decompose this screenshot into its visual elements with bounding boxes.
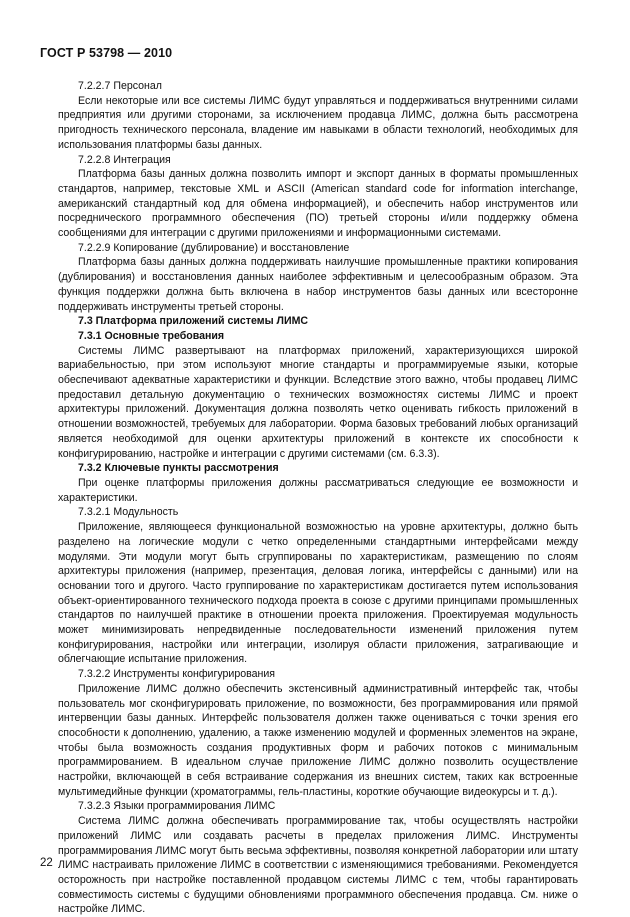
paragraph: 7.3.2.3 Языки программирования ЛИМС (78, 800, 276, 813)
section-heading: 7.3.1 Основные требования (78, 329, 225, 342)
paragraph: Приложение, являющееся функциональной возможностью на уровне архитектуры, должно быть разделено на логические модули с четко определенными стандартными интерфейсами между модулями. Эти модули могут быть сгруппированы по характеристикам, размещению по слоям архитектуры приложения (например, презентация, деловая логика, интерфейсы с данными) или на основании того и другого. Часто группирование по характеристикам достигается путем использования объект-ориентированного технического подхода проекта в союзе с другими принципами промышленных стандартов по наилучшей практике в отношении проекта приложения. Проектируемая модульность может минимизировать непредвиденные последовательности изменений приложения путем конфигурирования, настройки или интеграции, изолируя области приложения, затрагивающие и облегчающие испытание приложения. (58, 521, 578, 666)
page-number: 22 (40, 857, 53, 869)
section-heading: 7.3.2 Ключевые пункты рассмотрения (78, 462, 279, 475)
paragraph: 7.3.2.2 Инструменты конфигурирования (78, 668, 276, 681)
paragraph: Приложение ЛИМС должно обеспечить экстенсивный административный интерфейс так, чтобы пользователь мог сконфигурировать приложение, по возможности, без программирования или прямой интервенции базы данных. Интерфейс пользователя должен также оцениваться с точки зрения его способности к дополнению, удалению, а также изменению модулей и форменных элементов на экране, чтобы была возможность создания продуктивных форм и рабочих потоков с минимальным программированием. В идеальном случае приложение ЛИМС должно позволить осуществление настройки, включающей в себя встраивание содержания из внешних систем, таких как встроенные мультимедийные функции (хроматограммы, гель-пластины, короткие обучающие видеокурсы и т. д.). (58, 682, 578, 798)
paragraph: 7.2.2.8 Интеграция (78, 153, 171, 166)
paragraph: Система ЛИМС должна обеспечивать программирование так, чтобы осуществлять настройки приложений ЛИМС или создавать расчеты в пределах приложения ЛИМС. Инструменты программирования ЛИМС могут быть весьма эффективны, позволяя конкретной лаборатории или штату ЛИМС настраивать приложение ЛИМС в соответствии с изменяющимися требованиями. Рекомендуется осторожность при настройке поставленной продавцом системы ЛИМС с тем, чтобы гарантировать совместимость системы с будущими обновлениями программного обеспечения продавца. См. ниже о настройке ЛИМС. (58, 815, 578, 916)
paragraph: При оценке платформы приложения должны рассматриваться следующие ее возможности и характеристики. (58, 476, 578, 504)
paragraph: Платформа базы данных должна поддерживать наилучшие промышленные практики копирования (дублирования) и восстановления данных наиболее эффективным и целесообразным образом. Эта функция поддержки должна быть включена в набор инструментов базы данных или всесторонне поддерживать инструменты третьей стороны. (58, 256, 578, 313)
paragraph: Платформа базы данных должна позволить импорт и экспорт данных в форматы промышленных стандартов, например, текстовые XML и ASCII (American standard code for information interchange, американский стандартный код для обмена информацией), и обеспечить набор инструментов или посреднического программного обеспечения (ПО) третьей стороны и/или поддержку обмена сообщениями для интеграции с другими приложениями и информационными системами. (58, 168, 578, 240)
paragraph: Если некоторые или все системы ЛИМС будут управляться и поддерживаться внутренними силами предприятия или другими сторонами, за исключением продавца ЛИМС, должна быть рассмотрена пригодность технического персонала, владение им навыками в области технологий, необходимых для использования платформы базы данных. (58, 94, 578, 151)
paragraph: 7.2.2.9 Копирование (дублирование) и восстановление (78, 241, 350, 254)
paragraph: 7.2.2.7 Персонал (78, 80, 162, 92)
section-heading: 7.3 Платформа приложений системы ЛИМС (78, 315, 309, 328)
document-body (58, 79, 578, 917)
paragraph: Системы ЛИМС развертывают на платформах приложений, характеризующихся широкой вариабельностью, при этом используют многие стандарты и программируемые языки, которые обеспечивают адекватные характеристики и функции. Вследствие этого важно, чтобы продавец ЛИМС предоставил детальную документацию о технических возможностях системы ЛИМС и проект архитектуры приложений. Документация должна позволять четко оценивать гибкость приложений в отношении возможностей, требуемых для лаборатории. Форма базовых требований любых организаций является необходимой для оценки архитектуры приложений в контексте их способности к конфигурированию, настройке и интеграции с другими системами (см. 6.3.3). (58, 344, 578, 460)
paragraph: 7.3.2.1 Модульность (78, 506, 179, 519)
page-header: ГОСТ Р 53798 — 2010 (40, 46, 173, 60)
